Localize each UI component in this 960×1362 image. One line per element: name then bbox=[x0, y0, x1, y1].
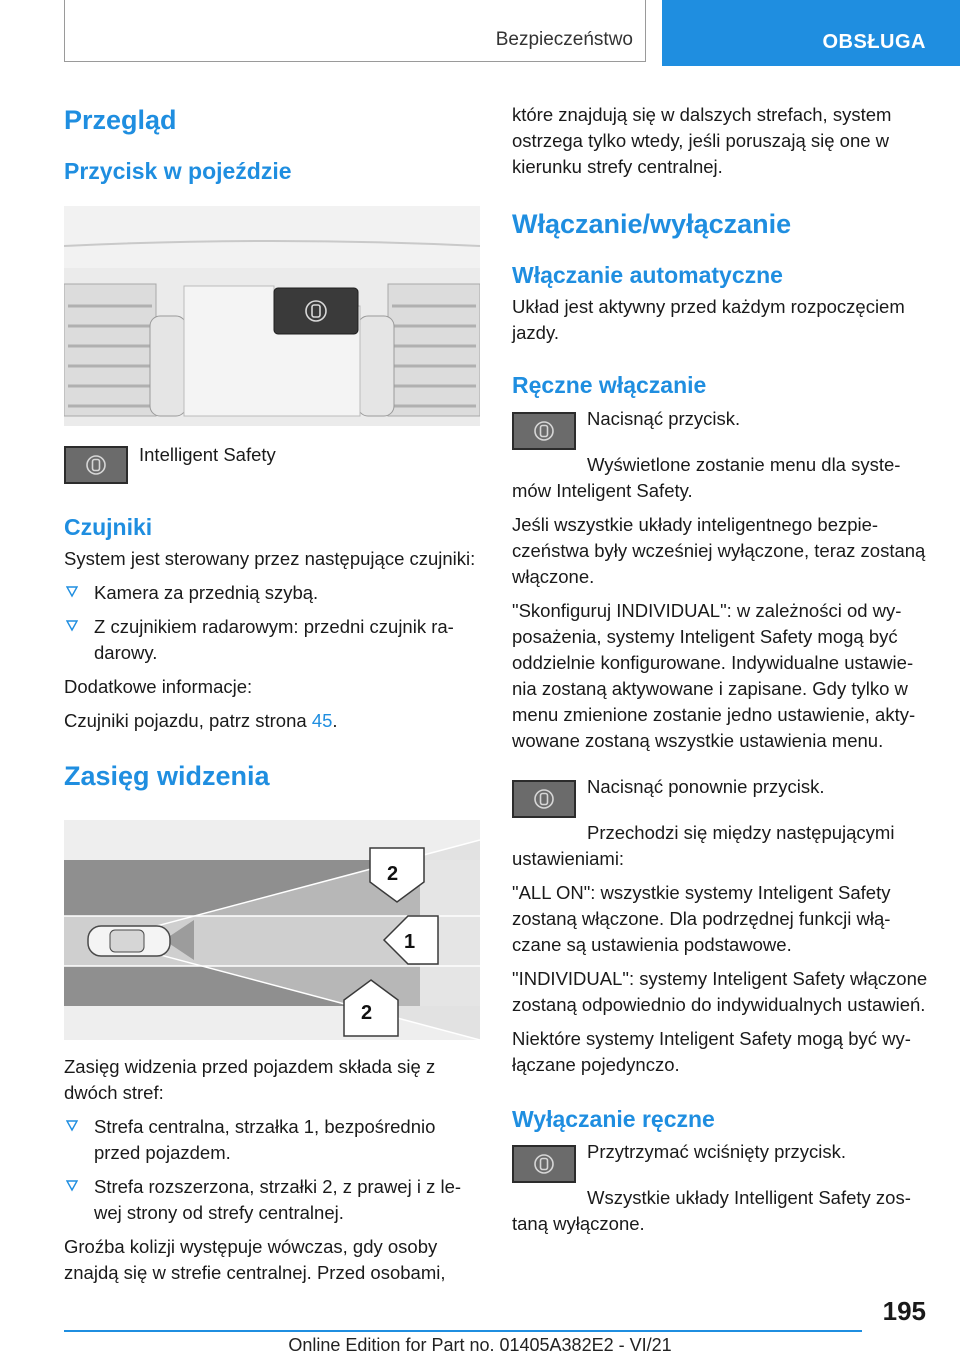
range-list bbox=[64, 1114, 482, 1226]
intelligent-safety-button-icon bbox=[64, 446, 128, 484]
heading-button-in-vehicle: Przycisk w pojeździe bbox=[64, 158, 292, 185]
footer-divider bbox=[64, 1330, 862, 1332]
right-column bbox=[512, 102, 930, 1237]
sensors-reference: Czujniki pojazdu, patrz strona 45. bbox=[64, 709, 338, 731]
triangle-bullet-icon bbox=[66, 586, 78, 598]
all-on-text: "ALL ON": wszystkie systemy Inteligent Safety zostaną włączone. Dla podrzędnej funkcji włączane są ustawienia podstawowe. bbox=[512, 881, 891, 955]
manual-on-step2: Nacisnąć ponownie przycisk. bbox=[587, 775, 825, 797]
list-item: Kamera za przednią szybą. bbox=[64, 580, 482, 606]
arrow-label-center: 1 bbox=[404, 930, 416, 953]
car-top-view bbox=[88, 926, 170, 956]
title-range: Zasięg widzenia bbox=[64, 760, 270, 791]
auto-on-text: Układ jest aktywny przed każdym rozpoczęciem jazdy. bbox=[512, 295, 905, 343]
dashboard-button-illustration bbox=[64, 206, 480, 426]
button-caption: Intelligent Safety bbox=[139, 443, 276, 465]
manual-off-result: Wszystkie układy Intelligent Safety zostaną wyłączone. bbox=[512, 1187, 911, 1235]
triangle-bullet-icon bbox=[66, 1120, 78, 1132]
triangle-bullet-icon bbox=[66, 1180, 78, 1192]
footer-edition: Online Edition for Part no. 01405A382E2 - VI/21 bbox=[288, 1335, 672, 1355]
sensors-list bbox=[64, 580, 482, 666]
list-item: Strefa centralna, strzałka 1, bezpośrednio przed pojazdem. bbox=[64, 1114, 482, 1166]
heading-auto-on: Włączanie automatyczne bbox=[512, 262, 783, 289]
header-chapter-label: OBSŁUGA bbox=[822, 31, 926, 53]
manual-on-step1: Nacisnąć przycisk. bbox=[587, 407, 741, 429]
header-section-title: Bezpieczeństwo bbox=[495, 29, 633, 50]
manual-on-step1-result: Wyświetlone zostanie menu dla systemów Inteligent Safety. bbox=[512, 453, 901, 501]
header-section-box bbox=[64, 0, 646, 62]
some-systems-text: Niektóre systemy Inteligent Safety mogą być wyłączane pojedynczo. bbox=[512, 1027, 911, 1075]
title-on-off: Włączanie/wyłączanie bbox=[512, 209, 792, 239]
intelligent-safety-button-icon bbox=[512, 780, 576, 818]
individual-text: "INDIVIDUAL": systemy Inteligent Safety włączone zostaną odpowiednio do indywidualnych ustawień. bbox=[512, 967, 928, 1015]
title-overview: Przegląd bbox=[64, 105, 177, 135]
intelligent-safety-button-icon bbox=[512, 412, 576, 450]
arrow-label-top: 2 bbox=[387, 862, 399, 885]
manual-on-p2: "Skonfiguruj INDIVIDUAL": w zależności od wyposażenia, systemy Inteligent Safety mogą być oddzielnie konfigurowane. Indywidualne ustawienia zostaną aktywowane i zapisane. Gdy tylko w menu zmienione zostanie jedno ustawienie, aktywowane zostaną wszystkie ustawienia menu. bbox=[512, 599, 916, 751]
manual-on-step2-result: Przechodzi się między następującymi ustawieniami: bbox=[512, 821, 895, 869]
heading-manual-off: Wyłączanie ręczne bbox=[512, 1105, 715, 1132]
left-column bbox=[64, 96, 482, 1286]
intelligent-safety-button-icon bbox=[512, 1145, 576, 1183]
list-item: Z czujnikiem radarowym: przedni czujnik radarowy. bbox=[64, 614, 482, 666]
header-chapter-tab bbox=[662, 0, 960, 66]
page-number: 195 bbox=[882, 1296, 926, 1326]
list-item: Strefa rozszerzona, strzałki 2, z prawej i z lewej strony od strefy centralnej. bbox=[64, 1174, 482, 1226]
sensors-intro: System jest sterowany przez następujące czujniki: bbox=[64, 547, 476, 569]
page-link-45[interactable]: 45 bbox=[311, 709, 333, 731]
range-continued: które znajdują się w dalszych strefach, system ostrzega tylko wtedy, jeśli poruszają się one w kierunku strefy centralnej. bbox=[512, 104, 892, 177]
manual-on-p1: Jeśli wszystkie układy inteligentnego bezpieczeństwa były wcześniej wyłączone, teraz zostaną włączone. bbox=[512, 513, 926, 587]
heading-manual-on: Ręczne włączanie bbox=[512, 371, 707, 398]
range-intro: Zasięg widzenia przed pojazdem składa się z dwóch stref: bbox=[64, 1055, 436, 1103]
arrow-label-bottom: 2 bbox=[361, 1001, 373, 1024]
heading-sensors: Czujniki bbox=[64, 513, 153, 540]
triangle-bullet-icon bbox=[66, 620, 78, 632]
manual-off-step: Przytrzymać wciśnięty przycisk. bbox=[587, 1141, 847, 1163]
range-outro: Groźba kolizji występuje wówczas, gdy osoby znajdą się w strefie centralnej. Przed osobami, bbox=[64, 1235, 446, 1283]
detection-range-diagram bbox=[64, 820, 480, 1040]
more-info-label: Dodatkowe informacje: bbox=[64, 675, 253, 697]
